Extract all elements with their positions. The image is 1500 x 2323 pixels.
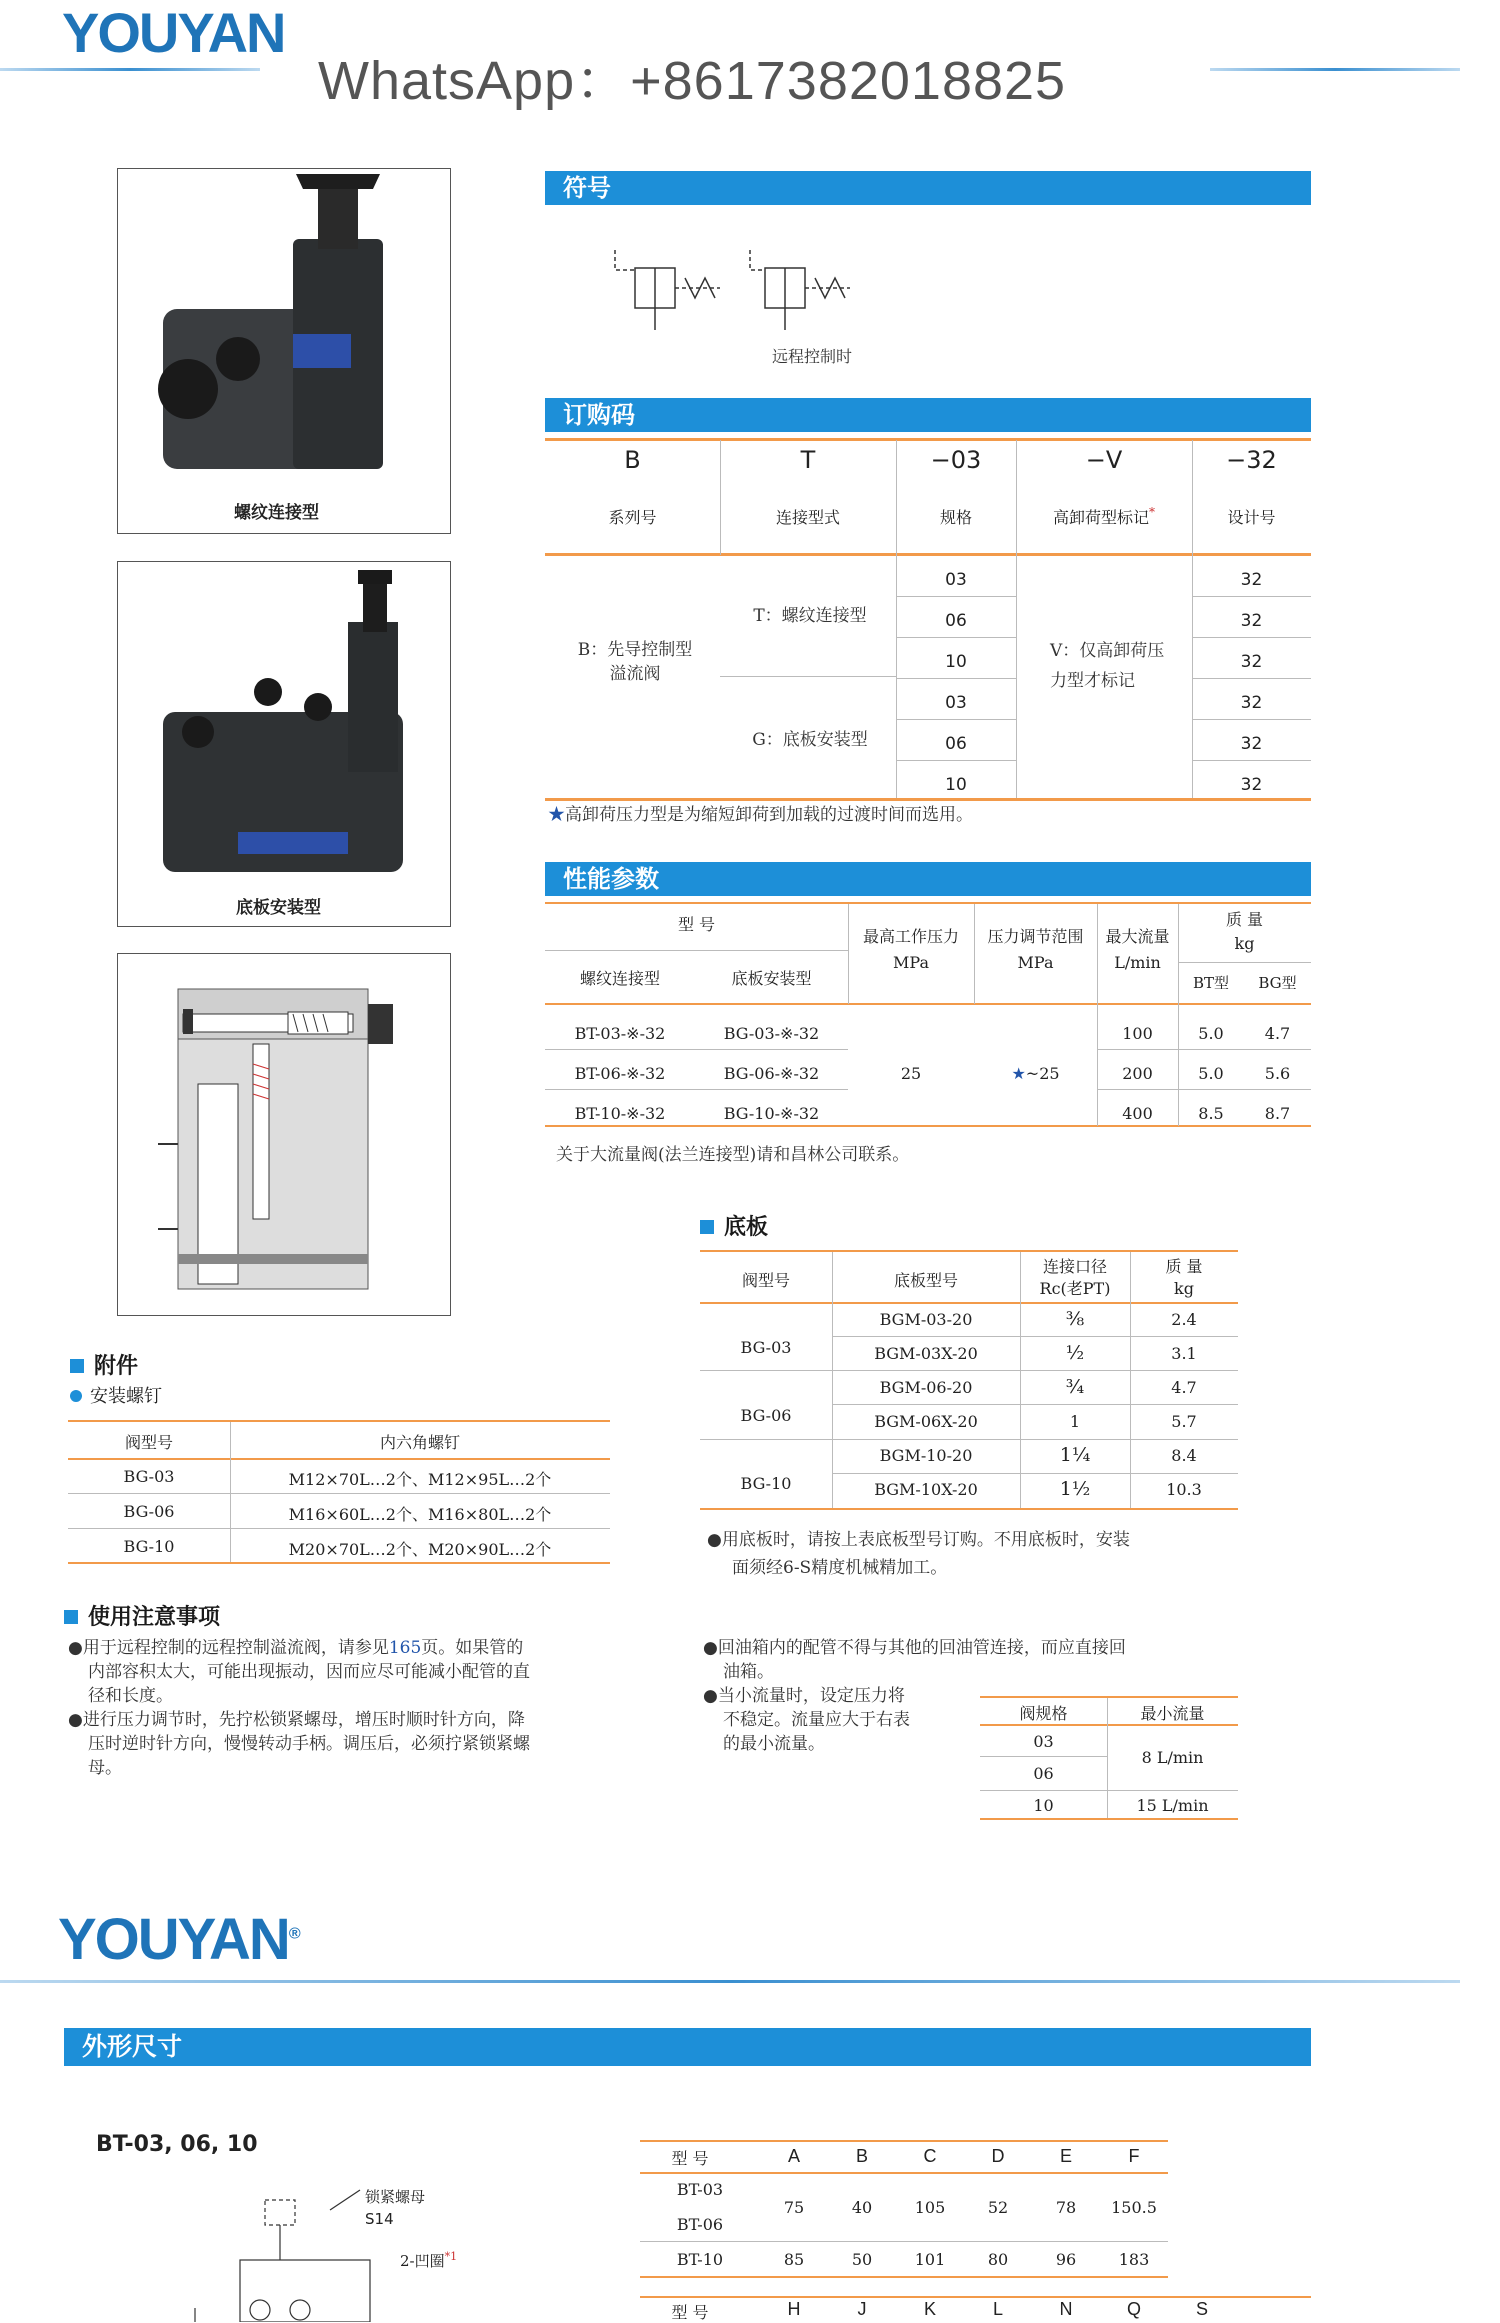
perf-h-bg: BG型 (1258, 974, 1297, 992)
order-label-size: 规格 (939, 508, 972, 527)
bp-r6-mass: 10.3 (1166, 1480, 1202, 1499)
perf-hsep-model (545, 950, 848, 951)
order-label-series: 系列号 (608, 508, 657, 527)
order-label-vmark (1016, 505, 1192, 528)
brand-logo: YOUYAN (62, 1, 285, 64)
perf-h-flow (1097, 924, 1178, 976)
notes-n3b: 油箱。 (723, 1662, 774, 1682)
bp-r5-port: 1¼ (1059, 1444, 1091, 1466)
perf-h-flow-label: 最大流量 (1105, 927, 1170, 946)
acc-row-sep-2 (68, 1528, 610, 1529)
min-size-06: 06 (1033, 1764, 1054, 1783)
bp-r1-mass: 2.4 (1171, 1310, 1197, 1329)
perf-h-bt: BT型 (1192, 974, 1230, 992)
dims1-r3-model: BT-10 (676, 2250, 724, 2269)
dims1-r1-c: 105 (914, 2198, 946, 2217)
accessory-sub-text: 安装螺钉 (90, 1386, 162, 1407)
order-code-size: −03 (930, 446, 982, 474)
hydraulic-symbols (610, 240, 890, 340)
dims1-r3-f: 183 (1118, 2250, 1150, 2269)
order-conn-t: T：螺纹连接型 (753, 606, 867, 626)
perf-h-mass (1178, 908, 1311, 956)
whatsapp-contact: WhatsApp：+8617382018825 (318, 51, 1067, 111)
acc-row-sep-1 (68, 1493, 610, 1494)
valve-section-illustration (118, 954, 450, 1315)
notes-page-link[interactable]: 165 (388, 1638, 422, 1658)
dims1-r1-f: 150.5 (1111, 2198, 1157, 2217)
dims1-h-c: C (923, 2146, 937, 2166)
min-h-size: 阀规格 (1019, 1704, 1068, 1723)
bp-r3-mass: 4.7 (1171, 1378, 1197, 1397)
bp-h-mass-label: 质 量 (1165, 1257, 1203, 1276)
dims1-r3-c: 101 (914, 2250, 946, 2269)
baseplate-heading-marker (700, 1220, 714, 1234)
min-rule-mid (980, 1724, 1238, 1726)
bp-note-2: 面须经6-S精度机械精加工。 (732, 1558, 948, 1578)
perf-row-sep-2 (545, 1089, 848, 1090)
notes-n4b: 不稳定。流量应大于右表 (723, 1710, 910, 1730)
order-size-1: 03 (945, 570, 967, 590)
perf-r3-bg: 8.7 (1264, 1104, 1291, 1123)
order-row-sep-8 (1192, 678, 1311, 679)
notes-n2a: ●进行压力调节时，先拧松锁紧螺母，增压时顺时针方向，降 (68, 1710, 525, 1730)
perf-r1-bt: 5.0 (1198, 1024, 1224, 1043)
perf-row-sep-3 (1097, 1049, 1311, 1050)
order-row-sep-9 (1192, 719, 1311, 720)
bp-r3-plate: BGM-06-20 (879, 1378, 973, 1397)
bp-r1-port: ⅜ (1065, 1308, 1085, 1330)
order-note (548, 803, 973, 827)
bp-note-1: ●用底板时，请按上表底板型号订购。不用底板时，安装 (707, 1530, 1130, 1550)
bp-rule-mid (700, 1302, 1238, 1304)
dims1-rule-mid (640, 2172, 1168, 2174)
bp-group-03: BG-03 (740, 1338, 792, 1357)
perf-h-plate: 底板安装型 (731, 969, 812, 988)
min-flow-a: 8 L/min (1141, 1748, 1204, 1767)
order-row-sep-7 (1192, 637, 1311, 638)
perf-h-thread: 螺纹连接型 (579, 969, 660, 988)
acc-h-valve: 阀型号 (124, 1433, 173, 1452)
bp-r5-mass: 8.4 (1171, 1446, 1197, 1465)
bp-h-port-label: 连接口径 (1042, 1257, 1107, 1276)
perf-r2-bg: 5.6 (1264, 1064, 1291, 1083)
accessory-heading-marker (70, 1359, 84, 1373)
order-rule-bottom (545, 798, 1311, 801)
perf-r3-plate: BG-10-※-32 (723, 1104, 820, 1123)
order-label-conn: 连接型式 (775, 508, 840, 527)
order-header-bar: 订购码 (545, 398, 1311, 432)
dims1-rule-bottom (640, 2276, 1168, 2278)
perf-h-pmax (848, 924, 974, 976)
bp-h-mass (1130, 1256, 1238, 1300)
perf-row-sep-1 (545, 1049, 848, 1050)
perf-prange-star: ★ (1011, 1064, 1026, 1083)
order-row-sep-1 (896, 596, 1016, 597)
bp-h-mass-unit: kg (1174, 1279, 1194, 1298)
perf-note: 关于大流量阀(法兰连接型)请和昌林公司联系。 (556, 1145, 910, 1165)
dims2-rule-top (640, 2296, 1311, 2298)
acc-rule-mid (68, 1458, 610, 1460)
notes-n2c: 母。 (88, 1758, 122, 1778)
dims1-r3-d: 80 (987, 2250, 1009, 2269)
dims2-h-s: S (1195, 2299, 1208, 2319)
dims1-r3-a: 85 (783, 2250, 805, 2269)
dims1-r1-a: 75 (783, 2198, 805, 2217)
perf-r3-bt: 8.5 (1198, 1104, 1224, 1123)
order-series-desc: B：先导控制型溢流阀 (577, 640, 693, 684)
order-design-6: 32 (1240, 775, 1263, 795)
bp-r4-mass: 5.7 (1171, 1412, 1197, 1431)
perf-h-pmax-label: 最高工作压力 (862, 927, 959, 946)
order-design-4: 32 (1240, 693, 1263, 713)
perf-r1-bg: 4.7 (1264, 1024, 1291, 1043)
order-code-series: B (624, 446, 641, 474)
vmark-label-mark: * (1149, 505, 1155, 519)
bp-r2-mass: 3.1 (1171, 1344, 1197, 1363)
notes-n1a-text: ●用于远程控制的远程控制溢流阀，请参见 (68, 1638, 389, 1658)
brand-logo-2-reg: ® (288, 1925, 301, 1943)
perf-h-flow-unit: L/min (1114, 953, 1161, 972)
acc-r3-screw: M20×70L…2个、M20×90L…2个 (288, 1540, 552, 1559)
bp-r2-port: ½ (1065, 1342, 1085, 1364)
bp-r2-plate: BGM-03X-20 (874, 1344, 978, 1363)
dims2-h-l: L (992, 2299, 1003, 2319)
bp-rule-top (700, 1250, 1238, 1252)
dims1-h-d: D (991, 2146, 1005, 2166)
perf-rule-mid (545, 1003, 1311, 1005)
accessory-sub-bullet (70, 1390, 82, 1402)
dims1-r1-model: BT-03 (676, 2180, 724, 2199)
order-vsep-3 (1016, 440, 1017, 798)
order-code-conn: T (800, 446, 816, 474)
order-code-vmark: −V (1085, 446, 1123, 474)
perf-hsep-mass (1178, 962, 1311, 963)
order-row-sep-2 (896, 637, 1016, 638)
dims1-r3-e: 96 (1055, 2250, 1077, 2269)
min-rule-bottom (980, 1818, 1238, 1820)
perf-prange-value: ~25 (1025, 1064, 1060, 1083)
dims-header-bar: 外形尺寸 (64, 2028, 1311, 2066)
order-design-1: 32 (1240, 570, 1263, 590)
order-rule-top (545, 438, 1311, 441)
bp-r5-plate: BGM-10-20 (879, 1446, 973, 1465)
perf-h-prange (974, 924, 1097, 976)
bp-row-sep-3 (832, 1473, 1238, 1474)
dims-s14: S14 (365, 2210, 394, 2228)
bp-group-06: BG-06 (740, 1406, 792, 1425)
dims1-h-f: F (1128, 2146, 1140, 2166)
header-rule-right (1210, 68, 1460, 71)
order-rule-mid (545, 553, 1311, 556)
bp-h-valve: 阀型号 (741, 1271, 790, 1290)
perf-r2-plate: BG-06-※-32 (723, 1064, 820, 1083)
section-drawing (117, 953, 451, 1316)
bp-h-plate: 底板型号 (893, 1271, 958, 1290)
perf-pmax: 25 (900, 1064, 922, 1083)
notes-n1a (68, 1636, 523, 1660)
dims1-rule-top (640, 2140, 1168, 2142)
thread-valve-illustration (118, 169, 450, 533)
bp-r4-plate: BGM-06X-20 (874, 1412, 978, 1431)
caption-plate: 底板安装型 (236, 898, 321, 918)
perf-h-model: 型 号 (677, 915, 716, 934)
dims-two-hole-text: 2-凹圈 (400, 2252, 445, 2270)
caption-thread: 螺纹连接型 (234, 503, 319, 523)
notes-n1b-text: 页。如果管的 (421, 1638, 524, 1658)
min-row-sep-2 (980, 1790, 1238, 1791)
dims2-h-n: N (1059, 2299, 1073, 2319)
bp-rule-bottom (700, 1508, 1238, 1510)
perf-r3-flow: 400 (1122, 1104, 1153, 1123)
dims-two-hole-mark: *1 (444, 2250, 458, 2263)
dims-model-label: BT-03, 06, 10 (96, 2132, 258, 2157)
dims2-h-q: Q (1126, 2299, 1141, 2319)
order-size-3: 10 (945, 652, 967, 672)
order-row-sep-6 (1192, 596, 1311, 597)
perf-header-bar: 性能参数 (545, 862, 1311, 896)
perf-r1-plate: BG-03-※-32 (723, 1024, 820, 1043)
notes-heading (64, 1600, 220, 1631)
min-flow-b: 15 L/min (1136, 1796, 1209, 1815)
dims1-row-sep-1 (640, 2241, 1168, 2242)
perf-row-sep-4 (1097, 1089, 1311, 1090)
order-label-design: 设计号 (1227, 508, 1276, 527)
min-h-flow: 最小流量 (1140, 1704, 1205, 1723)
bp-r4-port: 1 (1069, 1412, 1081, 1431)
perf-prange (974, 1064, 1097, 1083)
order-size-5: 06 (945, 734, 967, 754)
photo-plate-valve (117, 561, 451, 927)
order-code-design: −32 (1226, 446, 1277, 474)
notes-heading-marker (64, 1610, 78, 1624)
accessory-heading-text: 附件 (94, 1354, 139, 1379)
perf-r1-thread: BT-03-※-32 (574, 1024, 666, 1043)
dims1-h-b: B (855, 2146, 868, 2166)
dims-two-hole (400, 2250, 457, 2271)
brand-logo-2-text: YOUYAN (58, 1907, 289, 1972)
notes-n4c: 的最小流量。 (723, 1734, 825, 1754)
notes-n3a: ●回油箱内的配管不得与其他的回油管连接，而应直接回 (703, 1638, 1126, 1658)
order-note-text: 高卸荷压力型是为缩短卸荷到加载的过渡时间而选用。 (565, 805, 973, 825)
notes-heading-text: 使用注意事项 (88, 1605, 221, 1630)
perf-h-mass-label: 质 量 (1225, 910, 1264, 929)
order-design-5: 32 (1240, 734, 1263, 754)
min-size-03: 03 (1033, 1732, 1054, 1751)
bp-group-10: BG-10 (740, 1474, 792, 1493)
dims1-h-model: 型 号 (671, 2149, 709, 2168)
perf-h-prange-unit: MPa (1017, 953, 1054, 972)
accessory-sub (70, 1382, 162, 1408)
dims1-r3-b: 50 (851, 2250, 873, 2269)
dims-rule (0, 1980, 1460, 1983)
dims2-h-j: J (857, 2299, 867, 2319)
bp-row-sep-2 (832, 1404, 1238, 1405)
bp-r1-plate: BGM-03-20 (879, 1310, 973, 1329)
bp-group-sep-2 (700, 1439, 1238, 1440)
brand-logo-2 (58, 1906, 301, 1973)
acc-r3-valve: BG-10 (123, 1537, 175, 1556)
plate-valve-illustration (118, 562, 450, 926)
notes-n2b: 压时逆时针方向，慢慢转动手柄。调压后，必须拧紧锁紧螺 (88, 1734, 530, 1754)
bp-r3-port: ¾ (1065, 1376, 1085, 1398)
perf-h-mass-unit: kg (1234, 934, 1255, 953)
dims1-r1-e: 78 (1055, 2198, 1077, 2217)
perf-rule-bottom (545, 1125, 1311, 1127)
order-vmark-desc: V：仅高卸荷压力型才标记 (1050, 641, 1165, 691)
min-rule-top (980, 1696, 1238, 1698)
vmark-label-text: 高卸荷型标记 (1052, 508, 1149, 527)
perf-r2-thread: BT-06-※-32 (574, 1064, 666, 1083)
acc-r1-valve: BG-03 (123, 1467, 175, 1486)
acc-rule-bottom (68, 1562, 610, 1564)
order-size-2: 06 (945, 611, 967, 631)
perf-r1-flow: 100 (1122, 1024, 1153, 1043)
acc-h-screw: 内六角螺钉 (379, 1433, 460, 1452)
bp-group-sep-1 (700, 1370, 1238, 1371)
baseplate-heading-text: 底板 (724, 1215, 769, 1240)
bp-h-port (1020, 1256, 1130, 1300)
order-row-sep-4 (896, 719, 1016, 720)
notes-n1d: 径和长度。 (88, 1686, 173, 1706)
bp-row-sep-1 (832, 1336, 1238, 1337)
perf-h-prange-label: 压力调节范围 (987, 927, 1084, 946)
dims2-h-model: 型 号 (671, 2303, 709, 2322)
order-row-sep-3 (896, 678, 1016, 679)
bp-h-port-sub: Rc(老PT) (1039, 1279, 1111, 1298)
min-row-sep-1 (980, 1756, 1107, 1757)
perf-rule-top (545, 902, 1311, 904)
dims2-h-k: K (923, 2299, 936, 2319)
perf-h-pmax-unit: MPa (893, 953, 929, 972)
dims1-r1-b: 40 (851, 2198, 873, 2217)
order-design-3: 32 (1240, 652, 1263, 672)
remote-control-label: 远程控制时 (772, 347, 853, 366)
perf-r2-bt: 5.0 (1198, 1064, 1224, 1083)
notes-n4a: ●当小流量时，设定压力将 (703, 1686, 905, 1706)
dims1-h-a: A (787, 2146, 800, 2166)
acc-r2-screw: M16×60L…2个、M16×80L…2个 (288, 1505, 552, 1524)
perf-r3-thread: BT-10-※-32 (574, 1104, 666, 1123)
order-row-sep-10 (1192, 760, 1311, 761)
header-rule-left (0, 68, 260, 71)
order-size-6: 10 (945, 775, 967, 795)
acc-r2-valve: BG-06 (123, 1502, 175, 1521)
accessory-heading (70, 1349, 138, 1380)
order-design-2: 32 (1240, 611, 1263, 631)
order-conn-split (720, 676, 896, 677)
symbol-header-bar: 符号 (545, 171, 1311, 205)
perf-r2-flow: 200 (1122, 1064, 1153, 1083)
dims1-h-e: E (1059, 2146, 1072, 2166)
order-conn-g: G：底板安装型 (752, 730, 868, 750)
order-note-star: ★ (548, 805, 565, 825)
dims2-h-h: H (787, 2299, 801, 2319)
baseplate-heading (700, 1210, 768, 1241)
order-row-sep-5 (896, 760, 1016, 761)
acc-rule-top (68, 1420, 610, 1422)
dims1-r2-model: BT-06 (676, 2215, 724, 2234)
bp-r6-port: 1½ (1059, 1478, 1091, 1500)
bp-r6-plate: BGM-10X-20 (874, 1480, 978, 1499)
photo-thread-valve (117, 168, 451, 534)
min-size-10: 10 (1033, 1796, 1054, 1815)
acc-r1-screw: M12×70L…2个、M12×95L…2个 (288, 1470, 552, 1489)
notes-n1c: 内部容积太大，可能出现振动，因而应尽可能减小配管的直 (88, 1662, 530, 1682)
order-size-4: 03 (945, 693, 967, 713)
dims1-r1-d: 52 (987, 2198, 1009, 2217)
dims-lock-nut: 锁紧螺母 (365, 2188, 426, 2206)
